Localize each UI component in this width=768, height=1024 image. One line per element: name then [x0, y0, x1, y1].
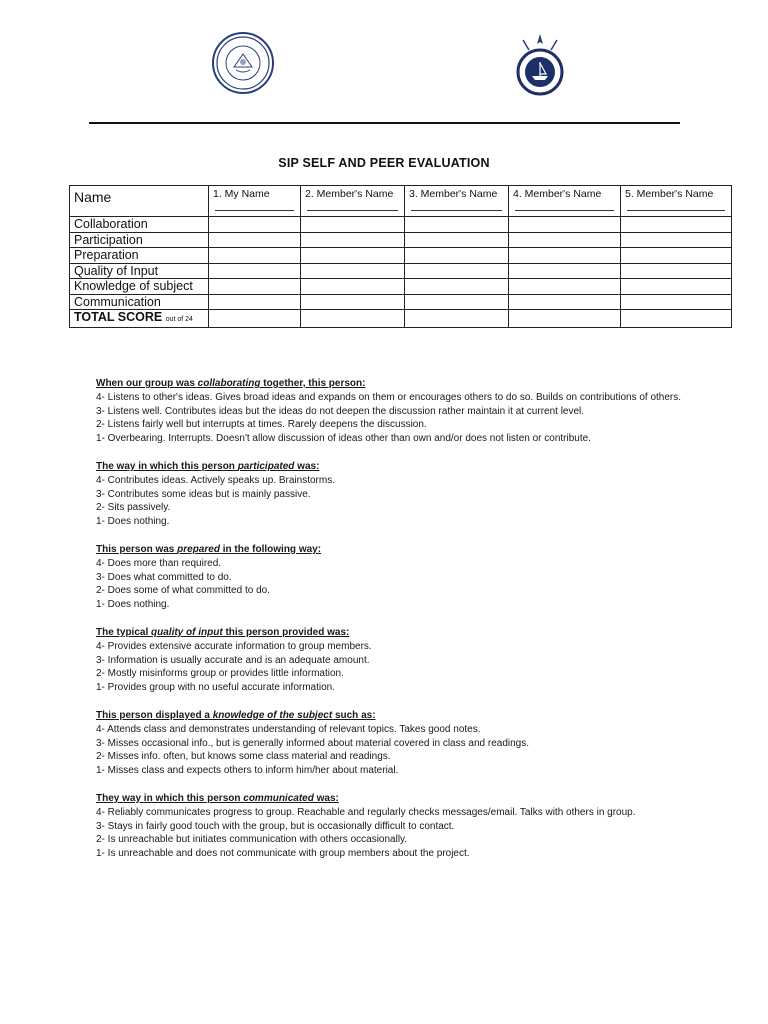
table-row	[70, 263, 732, 279]
rubric-item: 1- Overbearing. Interrupts. Doesn't allow discussion of ideas other than own and/or does not listen or contribute.	[96, 433, 591, 445]
row-label-participation: Participation	[70, 232, 209, 248]
rubric-item: 2- Listens fairly well but interrupts at times. Rarely deepens the discussion.	[96, 419, 427, 431]
score-cell[interactable]	[621, 217, 732, 233]
score-cell[interactable]	[209, 263, 301, 279]
score-cell[interactable]	[509, 294, 621, 310]
rubric-section-quality-of-input	[96, 626, 696, 695]
score-cell[interactable]	[621, 279, 732, 295]
score-cell[interactable]	[621, 232, 732, 248]
member-column-2[interactable]: 2. Member's Name	[301, 186, 405, 217]
score-cell[interactable]	[509, 263, 621, 279]
score-cell[interactable]	[301, 217, 405, 233]
rubric-item: 3- Stays in fairly good touch with the group, but is occasionally difficult to contact.	[96, 820, 455, 832]
score-cell[interactable]	[509, 232, 621, 248]
member-column-4[interactable]: 4. Member's Name	[509, 186, 621, 217]
total-cell[interactable]	[301, 310, 405, 328]
score-cell[interactable]	[405, 263, 509, 279]
score-cell[interactable]	[405, 294, 509, 310]
table-row	[70, 294, 732, 310]
rubric-section-participation	[96, 460, 696, 529]
university-seal-logo	[212, 32, 274, 94]
score-cell[interactable]	[621, 248, 732, 264]
row-label-collaboration: Collaboration	[70, 217, 209, 233]
table-row	[70, 232, 732, 248]
total-cell[interactable]	[621, 310, 732, 328]
rubric-item: 1- Does nothing.	[96, 599, 170, 611]
rubric-item: 1- Is unreachable and does not communicate with group members about the project.	[96, 848, 470, 860]
score-cell[interactable]	[301, 248, 405, 264]
section-heading: The typical quality of input this person provided was:	[96, 626, 350, 638]
rubric-item: 2- Sits passively.	[96, 502, 171, 514]
score-cell[interactable]	[621, 294, 732, 310]
seal-emblem-icon	[214, 34, 272, 92]
rubric-item: 2- Mostly misinforms group or provides little information.	[96, 668, 344, 680]
score-cell[interactable]	[509, 217, 621, 233]
page-title: SIP SELF AND PEER EVALUATION	[278, 156, 490, 170]
score-cell[interactable]	[209, 294, 301, 310]
rubric-section-preparation	[96, 543, 696, 612]
rubric-item: 1- Misses class and expects others to inform him/her about material.	[96, 765, 399, 777]
score-cell[interactable]	[405, 232, 509, 248]
table-header-row	[70, 186, 732, 217]
table-row	[70, 248, 732, 264]
total-score-label: TOTAL SCORE out of 24	[70, 310, 209, 328]
score-cell[interactable]	[301, 294, 405, 310]
total-cell[interactable]	[209, 310, 301, 328]
table-row	[70, 279, 732, 295]
header-divider	[89, 122, 680, 124]
rubric-item: 2- Is unreachable but initiates communication with others occasionally.	[96, 834, 408, 846]
row-label-preparation: Preparation	[70, 248, 209, 264]
total-cell[interactable]	[509, 310, 621, 328]
rubric-item: 3- Does what committed to do.	[96, 571, 232, 583]
evaluation-table	[69, 185, 732, 328]
total-cell[interactable]	[405, 310, 509, 328]
rubric-item: 4- Provides extensive accurate information to group members.	[96, 640, 372, 652]
score-cell[interactable]	[209, 248, 301, 264]
row-label-communication: Communication	[70, 294, 209, 310]
section-heading: This person was prepared in the following way:	[96, 543, 322, 555]
score-cell[interactable]	[621, 263, 732, 279]
rubric-section-communication	[96, 792, 696, 861]
score-cell[interactable]	[509, 279, 621, 295]
rubric-item: 3- Information is usually accurate and is an adequate amount.	[96, 654, 370, 666]
section-heading: The way in which this person participated was:	[96, 460, 320, 472]
rubric-item: 4- Does more than required.	[96, 557, 222, 569]
score-cell[interactable]	[301, 263, 405, 279]
score-cell[interactable]	[301, 232, 405, 248]
rubric-item: 3- Misses occasional info., but is generally informed about material covered in class and readings.	[96, 737, 529, 749]
score-cell[interactable]	[405, 217, 509, 233]
rubric-section-knowledge	[96, 709, 696, 778]
section-heading: When our group was collaborating together, this person:	[96, 378, 366, 389]
rubric	[96, 377, 696, 875]
member-column-3[interactable]: 3. Member's Name	[405, 186, 509, 217]
section-heading: They way in which this person communicated was:	[96, 792, 339, 804]
rubric-item: 1- Does nothing.	[96, 516, 170, 528]
name-label: Name	[70, 186, 209, 217]
score-cell[interactable]	[301, 279, 405, 295]
school-crest-logo	[505, 30, 575, 100]
score-cell[interactable]	[405, 279, 509, 295]
rubric-section-collaboration	[96, 377, 696, 446]
rubric-item: 2- Does some of what committed to do.	[96, 585, 270, 597]
rubric-item: 1- Provides group with no useful accurate information.	[96, 682, 336, 694]
member-column-1[interactable]: 1. My Name	[209, 186, 301, 217]
score-cell[interactable]	[209, 232, 301, 248]
rubric-item: 4- Attends class and demonstrates understanding of relevant topics. Takes good notes.	[96, 723, 481, 735]
section-heading: This person displayed a knowledge of the subject such as:	[96, 709, 376, 721]
table-row	[70, 217, 732, 233]
row-label-knowledge: Knowledge of subject	[70, 279, 209, 295]
score-cell[interactable]	[509, 248, 621, 264]
total-row	[70, 310, 732, 328]
crest-emblem-icon	[505, 30, 575, 100]
rubric-item: 4- Listens to other's ideas. Gives broad ideas and expands on them or encourages others to do so. Builds on contributions of others.	[96, 391, 682, 403]
score-cell[interactable]	[405, 248, 509, 264]
rubric-item: 3- Contributes some ideas but is mainly passive.	[96, 488, 311, 500]
rubric-item: 4- Contributes ideas. Actively speaks up. Brainstorms.	[96, 474, 335, 486]
score-cell[interactable]	[209, 217, 301, 233]
rubric-item: 4- Reliably communicates progress to group. Reachable and regularly checks messages/email. Talks with others in group.	[96, 806, 636, 818]
row-label-quality-of-input: Quality of Input	[70, 263, 209, 279]
member-column-5[interactable]: 5. Member's Name	[621, 186, 732, 217]
score-cell[interactable]	[209, 279, 301, 295]
rubric-item: 3- Listens well. Contributes ideas but the ideas do not deepen the discussion rather maintain it at current level.	[96, 405, 585, 417]
rubric-item: 2- Misses info. often, but knows some class material and readings.	[96, 751, 391, 763]
